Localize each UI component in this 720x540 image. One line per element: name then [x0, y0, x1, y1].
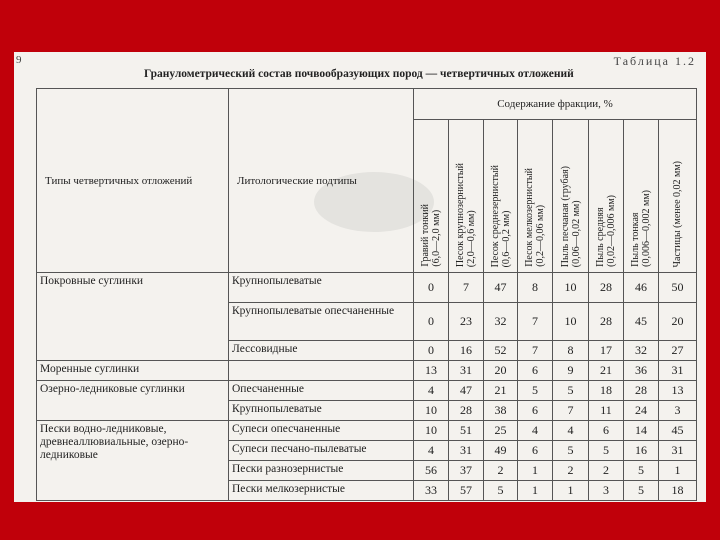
- value-cell: 17: [589, 341, 624, 361]
- value-cell: 13: [659, 381, 697, 401]
- value-cell: 10: [553, 303, 589, 341]
- deposit-type-cell: Пески водно-ледниковые, древнеаллювиальные, озерно-ледниковые: [37, 421, 229, 501]
- value-cell: 47: [484, 273, 518, 303]
- value-cell: 4: [414, 441, 449, 461]
- fraction-range: (0,02—0,006 мм): [606, 195, 617, 267]
- value-cell: 18: [659, 481, 697, 501]
- fraction-header-7: [624, 120, 659, 273]
- value-cell: 2: [589, 461, 624, 481]
- table-caption: Гранулометрический состав почвообразующих пород — четвертичных отложений: [144, 68, 574, 80]
- table-body: [37, 273, 697, 501]
- fraction-header-4: [518, 120, 553, 273]
- fraction-header-text: [455, 163, 477, 267]
- fraction-name: Пыль тонкая: [630, 212, 641, 267]
- value-cell: 10: [414, 401, 449, 421]
- value-cell: 5: [553, 381, 589, 401]
- value-cell: 6: [518, 441, 553, 461]
- lithology-cell: Пески разнозернистые: [229, 461, 414, 481]
- value-cell: 1: [659, 461, 697, 481]
- fraction-range: (0,006—0,002 мм): [641, 190, 652, 267]
- value-cell: 4: [553, 421, 589, 441]
- value-cell: 0: [414, 341, 449, 361]
- fraction-header-text: [672, 161, 683, 267]
- fraction-name: Песок крупнозернистый: [455, 162, 466, 267]
- value-cell: 5: [553, 441, 589, 461]
- value-cell: 20: [484, 361, 518, 381]
- value-cell: 45: [624, 303, 659, 341]
- fraction-header-2: [449, 120, 484, 273]
- fraction-range: (0,2—0,06 мм): [535, 205, 546, 267]
- value-cell: 13: [414, 361, 449, 381]
- value-cell: 24: [624, 401, 659, 421]
- value-cell: 5: [589, 441, 624, 461]
- value-cell: 0: [414, 303, 449, 341]
- value-cell: 51: [449, 421, 484, 441]
- value-cell: 56: [414, 461, 449, 481]
- value-cell: 3: [589, 481, 624, 501]
- table-label: Таблица 1.2: [613, 54, 696, 68]
- lithology-cell: Супеси песчано-пылеватые: [229, 441, 414, 461]
- fraction-header-text: [524, 168, 546, 267]
- value-cell: 7: [518, 303, 553, 341]
- value-cell: 57: [449, 481, 484, 501]
- fraction-header-8: [659, 120, 697, 273]
- fraction-header-6: [589, 120, 624, 273]
- value-cell: 28: [589, 273, 624, 303]
- fraction-header-text: [630, 190, 652, 267]
- value-cell: 1: [518, 461, 553, 481]
- deposit-type-cell: Озерно-ледниковые суглинки: [37, 381, 229, 421]
- lithology-cell: Супеси опесчаненные: [229, 421, 414, 441]
- value-cell: 28: [449, 401, 484, 421]
- value-cell: 8: [553, 341, 589, 361]
- lithology-cell: Опесчаненные: [229, 381, 414, 401]
- value-cell: 4: [414, 381, 449, 401]
- deposit-type-cell: Моренные суглинки: [37, 361, 229, 381]
- value-cell: 7: [553, 401, 589, 421]
- fraction-header-text: [490, 165, 512, 267]
- value-cell: 0: [414, 273, 449, 303]
- value-cell: 21: [589, 361, 624, 381]
- fraction-name: Песок среднезернистый: [489, 164, 501, 267]
- value-cell: 31: [659, 441, 697, 461]
- fraction-range: (6,0—2,0 мм): [431, 210, 442, 267]
- value-cell: 52: [484, 341, 518, 361]
- value-cell: 50: [659, 273, 697, 303]
- value-cell: 37: [449, 461, 484, 481]
- fraction-header-text: [420, 204, 442, 267]
- fraction-name: Песок мелкозернистый: [524, 168, 535, 267]
- value-cell: 7: [518, 341, 553, 361]
- value-cell: 14: [624, 421, 659, 441]
- fraction-header-1: [414, 120, 449, 273]
- fraction-name: Частицы (менее 0,02 мм): [672, 160, 683, 267]
- fraction-header-3: [484, 120, 518, 273]
- value-cell: 5: [484, 481, 518, 501]
- value-cell: 31: [449, 441, 484, 461]
- value-cell: 6: [518, 401, 553, 421]
- value-cell: 8: [518, 273, 553, 303]
- value-cell: 32: [624, 341, 659, 361]
- fraction-range: (2,0—0,6 мм): [466, 210, 477, 267]
- fraction-header-5: [553, 120, 589, 273]
- table-row: [37, 273, 697, 303]
- value-cell: 2: [484, 461, 518, 481]
- value-cell: 49: [484, 441, 518, 461]
- value-cell: 31: [449, 361, 484, 381]
- value-cell: 28: [589, 303, 624, 341]
- lithology-cell: Крупнопылеватые опесчаненные: [229, 303, 414, 341]
- value-cell: 38: [484, 401, 518, 421]
- value-cell: 1: [553, 481, 589, 501]
- value-cell: 5: [624, 461, 659, 481]
- value-cell: 46: [624, 273, 659, 303]
- page-number: 9: [16, 54, 22, 66]
- fraction-name: Пыль средняя: [595, 207, 606, 267]
- value-cell: 23: [449, 303, 484, 341]
- fraction-name: Гравий тонкий: [420, 204, 431, 267]
- scanned-page: [14, 52, 706, 502]
- value-cell: 27: [659, 341, 697, 361]
- value-cell: 25: [484, 421, 518, 441]
- value-cell: 7: [449, 273, 484, 303]
- value-cell: 18: [589, 381, 624, 401]
- header-lithology: Литологические подтипы: [229, 89, 414, 273]
- value-cell: 5: [518, 381, 553, 401]
- value-cell: 6: [518, 361, 553, 381]
- value-cell: 16: [624, 441, 659, 461]
- value-cell: 21: [484, 381, 518, 401]
- table-row: [37, 381, 697, 401]
- value-cell: 32: [484, 303, 518, 341]
- value-cell: 6: [589, 421, 624, 441]
- value-cell: 10: [414, 421, 449, 441]
- value-cell: 20: [659, 303, 697, 341]
- table-row: [37, 421, 697, 441]
- value-cell: 10: [553, 273, 589, 303]
- value-cell: 36: [624, 361, 659, 381]
- value-cell: 47: [449, 381, 484, 401]
- value-cell: 28: [624, 381, 659, 401]
- value-cell: 16: [449, 341, 484, 361]
- value-cell: 5: [624, 481, 659, 501]
- header-type: Типы четвертичных отложений: [37, 89, 229, 273]
- value-cell: 33: [414, 481, 449, 501]
- value-cell: 45: [659, 421, 697, 441]
- fraction-header-text: [560, 166, 582, 267]
- value-cell: 4: [518, 421, 553, 441]
- lithology-cell: Крупнопылеватые: [229, 401, 414, 421]
- deposit-type-cell: Покровные суглинки: [37, 273, 229, 361]
- lithology-cell: Лессовидные: [229, 341, 414, 361]
- fraction-range: (0,6—0,2 мм): [500, 210, 512, 267]
- value-cell: 2: [553, 461, 589, 481]
- lithology-cell: Крупнопылеватые: [229, 273, 414, 303]
- value-cell: 1: [518, 481, 553, 501]
- value-cell: 31: [659, 361, 697, 381]
- granulometric-table: [36, 88, 697, 501]
- lithology-cell: [229, 361, 414, 381]
- value-cell: 11: [589, 401, 624, 421]
- fraction-range: (0,06—0,02 мм): [570, 200, 582, 267]
- fraction-header-text: [595, 195, 617, 267]
- header-fraction-group: Содержание фракции, %: [414, 89, 697, 120]
- value-cell: 9: [553, 361, 589, 381]
- fraction-name: Пыль песчаная (грубая): [559, 165, 571, 267]
- value-cell: 3: [659, 401, 697, 421]
- lithology-cell: Пески мелкозернистые: [229, 481, 414, 501]
- table-row: [37, 361, 697, 381]
